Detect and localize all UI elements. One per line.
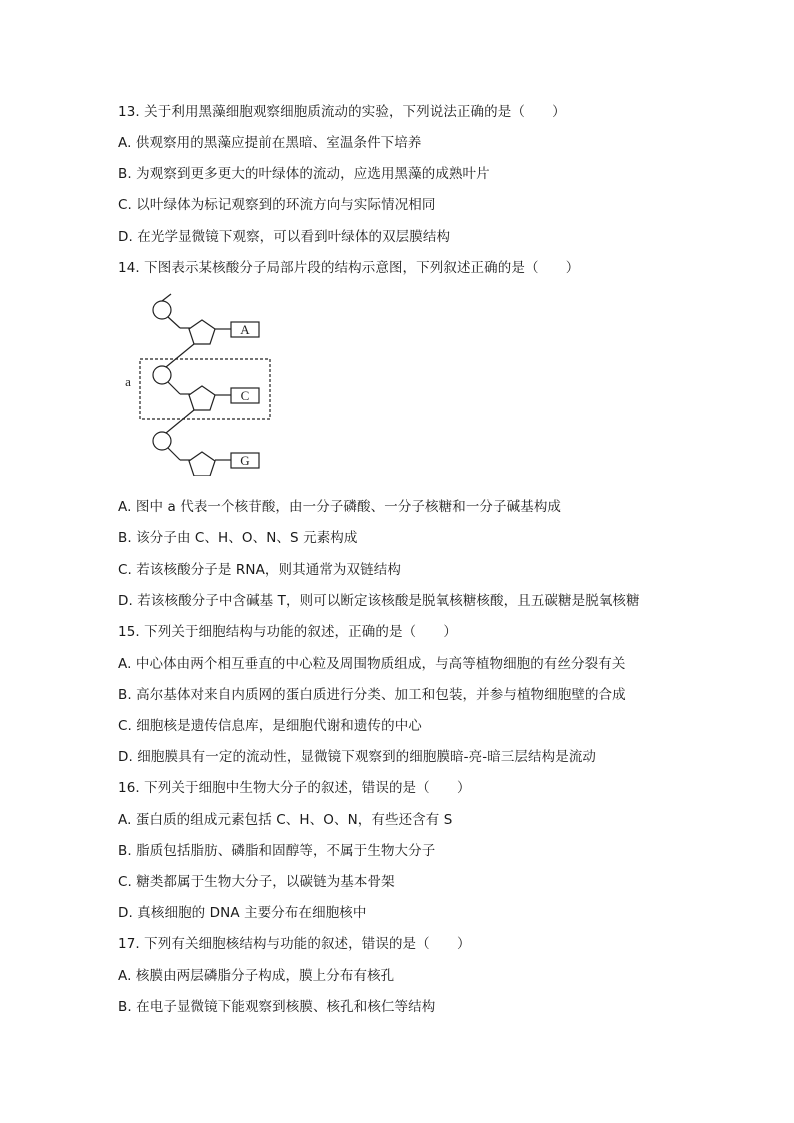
pentose-2-shape bbox=[189, 386, 215, 410]
phosphate-2-bond bbox=[168, 382, 180, 394]
question-13-stem: 13. 关于利用黑藻细胞观察细胞质流动的实验，下列说法正确的是（ ） bbox=[118, 104, 566, 120]
phosphate-3-bond bbox=[168, 448, 180, 460]
question-16-option-c: C. 糖类都属于生物大分子，以碳链为基本骨架 bbox=[118, 874, 395, 890]
phosphate-2-circle bbox=[153, 366, 171, 384]
question-15-stem: 15. 下列关于细胞结构与功能的叙述，正确的是（ ） bbox=[118, 624, 457, 640]
question-14-option-b: B. 该分子由 C、H、O、N、S 元素构成 bbox=[118, 530, 358, 546]
pentose-3-shape bbox=[189, 452, 215, 476]
question-13-option-c: C. 以叶绿体为标记观察到的环流方向与实际情况相同 bbox=[118, 197, 436, 213]
question-14-option-d: D. 若该核酸分子中含碱基 T，则可以断定该核酸是脱氧核糖核酸，且五碳糖是脱氧核糖 bbox=[118, 593, 640, 609]
backbone-bond-1 bbox=[166, 344, 194, 367]
nucleotide-chain-figure bbox=[118, 286, 288, 476]
question-17-option-b: B. 在电子显微镜下能观察到核膜、核孔和核仁等结构 bbox=[118, 999, 436, 1015]
question-17-stem: 17. 下列有关细胞核结构与功能的叙述，错误的是（ ） bbox=[118, 936, 471, 952]
chain-tail-line bbox=[162, 294, 171, 301]
question-15-option-d: D. 细胞膜具有一定的流动性，显微镜下观察到的细胞膜暗-亮-暗三层结构是流动 bbox=[118, 749, 597, 765]
pentose-1-shape bbox=[189, 320, 215, 344]
phosphate-3-circle bbox=[153, 432, 171, 450]
base-label-c: C bbox=[240, 388, 250, 403]
question-16-option-d: D. 真核细胞的 DNA 主要分布在细胞核中 bbox=[118, 905, 367, 921]
nucleic-acid-diagram bbox=[118, 286, 288, 476]
question-14-option-a: A. 图中 a 代表一个核苷酸，由一分子磷酸、一分子核糖和一分子碱基构成 bbox=[118, 499, 562, 515]
base-label-a: A bbox=[240, 322, 250, 337]
question-14-stem: 14. 下图表示某核酸分子局部片段的结构示意图，下列叙述正确的是（ ） bbox=[118, 260, 580, 276]
base-label-g: G bbox=[240, 453, 250, 468]
question-16-stem: 16. 下列关于细胞中生物大分子的叙述，错误的是（ ） bbox=[118, 780, 471, 796]
question-16-option-a: A. 蛋白质的组成元素包括 C、H、O、N，有些还含有 S bbox=[118, 812, 453, 828]
question-15-option-c: C. 细胞核是遗传信息库，是细胞代谢和遗传的中心 bbox=[118, 718, 422, 734]
phosphate-1-bond bbox=[168, 317, 180, 328]
question-17-option-a: A. 核膜由两层磷脂分子构成，膜上分布有核孔 bbox=[118, 968, 395, 984]
question-16-option-b: B. 脂质包括脂肪、磷脂和固醇等，不属于生物大分子 bbox=[118, 843, 436, 859]
question-13-option-b: B. 为观察到更多更大的叶绿体的流动，应选用黑藻的成熟叶片 bbox=[118, 166, 490, 182]
question-14-option-c: C. 若该核酸分子是 RNA，则其通常为双链结构 bbox=[118, 562, 401, 578]
box-label-a: a bbox=[125, 374, 131, 389]
question-13-option-a: A. 供观察用的黑藻应提前在黑暗、室温条件下培养 bbox=[118, 135, 422, 151]
question-13-option-d: D. 在光学显微镜下观察，可以看到叶绿体的双层膜结构 bbox=[118, 229, 451, 245]
backbone-bond-2 bbox=[166, 410, 194, 433]
question-15-option-b: B. 高尔基体对来自内质网的蛋白质进行分类、加工和包装，并参与植物细胞壁的合成 bbox=[118, 687, 626, 703]
phosphate-1-circle bbox=[153, 301, 171, 319]
question-15-option-a: A. 中心体由两个相互垂直的中心粒及周围物质组成，与高等植物细胞的有丝分裂有关 bbox=[118, 656, 626, 672]
